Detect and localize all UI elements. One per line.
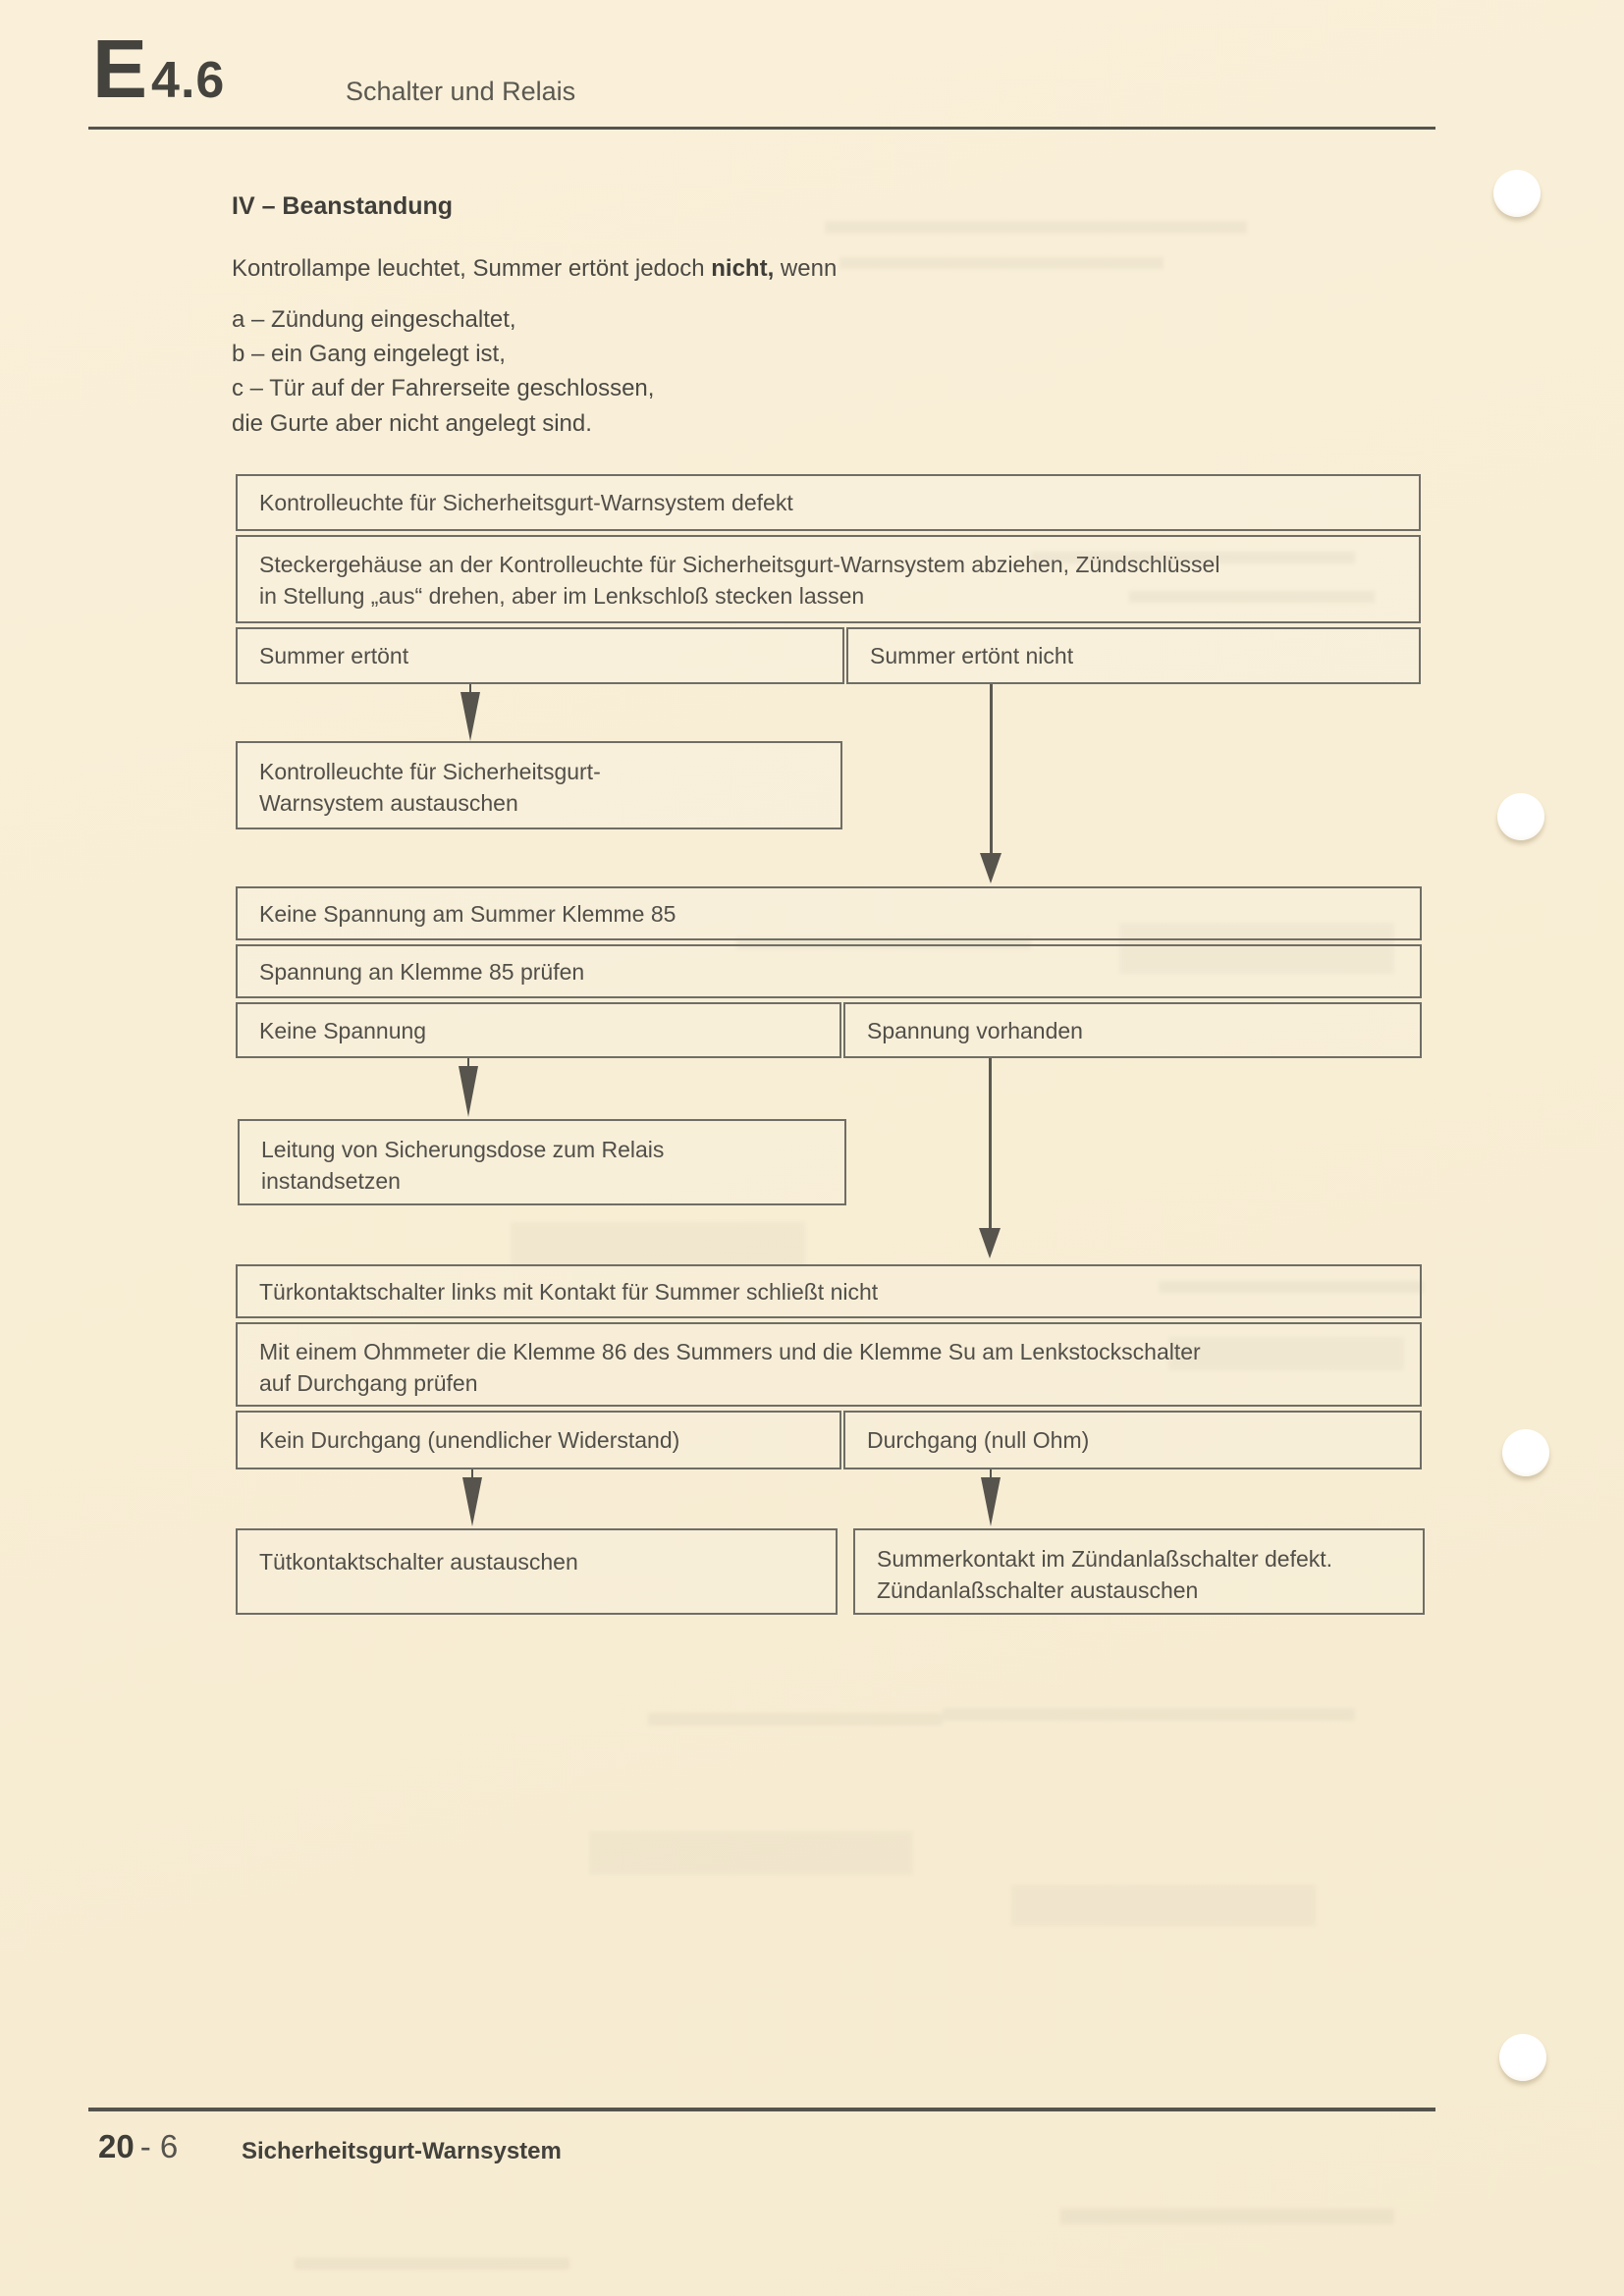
condition-c: c – Tür auf der Fahrerseite geschlossen, bbox=[232, 375, 655, 401]
step3-action-line2: auf Durchgang prüfen bbox=[259, 1370, 478, 1396]
intro-bold-text: nicht, bbox=[711, 255, 775, 282]
step2-action-text: Spannung an Klemme 85 prüfen bbox=[259, 958, 585, 985]
step3-remedy-right-line2: Zündanlaßschalter austauschen bbox=[877, 1577, 1199, 1603]
down-arrow-icon bbox=[980, 853, 1001, 883]
punch-hole bbox=[1497, 793, 1544, 840]
step3-result-left-box bbox=[236, 1411, 841, 1469]
condition-b: b – ein Gang eingelegt ist, bbox=[232, 341, 506, 367]
bleed-through bbox=[511, 1222, 805, 1266]
step2-result-left-box bbox=[236, 1002, 841, 1058]
step1-remedy-box bbox=[236, 741, 842, 829]
bleed-through bbox=[839, 257, 1164, 269]
complaint-conclusion: die Gurte aber nicht angelegt sind. bbox=[232, 410, 592, 437]
step3-remedy-left-box bbox=[236, 1528, 838, 1615]
down-arrow-icon bbox=[460, 692, 480, 741]
bleed-through bbox=[1060, 2209, 1394, 2224]
section-code bbox=[92, 22, 225, 117]
step3-action-line1: Mit einem Ohmmeter die Klemme 86 des Summers und die Klemme Su am Lenkstockschalter bbox=[259, 1339, 1201, 1364]
step3-result-left-text: Kein Durchgang (unendlicher Widerstand) bbox=[259, 1427, 680, 1453]
step1-action-line2: in Stellung „aus“ drehen, aber im Lenkschloß stecken lassen bbox=[259, 583, 865, 609]
footer-page-number bbox=[98, 2128, 178, 2165]
punch-hole bbox=[1502, 1429, 1549, 1476]
step1-remedy-line2: Warnsystem austauschen bbox=[259, 790, 518, 816]
step1-result-left-box bbox=[236, 627, 844, 684]
step1-result-right-text: Summer ertönt nicht bbox=[870, 643, 1074, 668]
bleed-through bbox=[648, 1713, 943, 1726]
step2-result-right-text: Spannung vorhanden bbox=[867, 1017, 1083, 1043]
bleed-through bbox=[1129, 591, 1375, 603]
punch-hole bbox=[1499, 2034, 1546, 2081]
bleed-through bbox=[736, 937, 1031, 949]
bleed-through bbox=[295, 2258, 569, 2269]
step3-result-right-text: Durchgang (null Ohm) bbox=[867, 1427, 1090, 1453]
flow-connector-line bbox=[990, 684, 993, 853]
condition-a: a – Zündung eingeschaltet, bbox=[232, 306, 516, 333]
down-arrow-icon bbox=[981, 1477, 1001, 1526]
step1-fault-text: Kontrolleuchte für Sicherheitsgurt-Warnsystem defekt bbox=[259, 490, 793, 515]
step2-remedy-box bbox=[238, 1119, 846, 1205]
down-arrow-icon bbox=[462, 1477, 482, 1526]
step1-result-right-box bbox=[846, 627, 1421, 684]
step3-fault-text: Türkontaktschalter links mit Kontakt für Summer schließt nicht bbox=[259, 1278, 879, 1305]
step2-fault-text: Keine Spannung am Summer Klemme 85 bbox=[259, 900, 677, 927]
step3-remedy-right-line1: Summerkontakt im Zündanlaßschalter defekt. bbox=[877, 1546, 1333, 1572]
intro-text: Kontrollampe leuchtet, Summer ertönt jedoch bbox=[232, 255, 712, 282]
complaint-heading: IV – Beanstandung bbox=[232, 192, 454, 220]
bleed-through bbox=[589, 1831, 913, 1875]
bleed-through bbox=[943, 1708, 1355, 1721]
section-number: 4.6 bbox=[151, 52, 226, 109]
page-number-main: 20 bbox=[98, 2128, 135, 2164]
step2-result-left-text: Keine Spannung bbox=[259, 1017, 427, 1043]
complaint-conditions bbox=[232, 302, 654, 405]
header-rule bbox=[88, 127, 1435, 130]
intro-text-after: wenn bbox=[774, 255, 838, 282]
section-letter: E bbox=[92, 23, 146, 115]
bleed-through bbox=[1168, 1337, 1404, 1370]
page-number-sub: - 6 bbox=[139, 2128, 179, 2164]
complaint-intro bbox=[232, 255, 837, 283]
bleed-through bbox=[1031, 552, 1355, 563]
down-arrow-icon bbox=[979, 1228, 1001, 1258]
footer-title: Sicherheitsgurt-Warnsystem bbox=[242, 2138, 562, 2164]
step1-action-line1: Steckergehäuse an der Kontrolleuchte für Sicherheitsgurt-Warnsystem abziehen, Zündschlüssel bbox=[259, 552, 1220, 577]
bleed-through bbox=[825, 221, 1247, 234]
step1-result-left-text: Summer ertönt bbox=[259, 643, 409, 668]
step3-remedy-right-box bbox=[853, 1528, 1425, 1615]
punch-hole bbox=[1493, 170, 1541, 217]
flow-connector-line bbox=[989, 1058, 992, 1228]
bleed-through bbox=[1011, 1885, 1316, 1926]
bleed-through bbox=[1119, 923, 1394, 974]
step1-remedy-line1: Kontrolleuchte für Sicherheitsgurt- bbox=[259, 759, 601, 784]
step2-remedy-line1: Leitung von Sicherungsdose zum Relais bbox=[261, 1137, 665, 1162]
header-title: Schalter und Relais bbox=[346, 77, 576, 106]
step2-remedy-line2: instandsetzen bbox=[261, 1168, 401, 1194]
footer-rule bbox=[88, 2108, 1435, 2111]
down-arrow-icon bbox=[459, 1066, 478, 1117]
step3-result-right-box bbox=[843, 1411, 1422, 1469]
step3-remedy-left-text: Tütkontaktschalter austauschen bbox=[259, 1549, 578, 1575]
bleed-through bbox=[1159, 1281, 1424, 1293]
step1-fault-box bbox=[236, 474, 1421, 531]
step1-action-box bbox=[236, 535, 1421, 623]
step2-result-right-box bbox=[843, 1002, 1422, 1058]
